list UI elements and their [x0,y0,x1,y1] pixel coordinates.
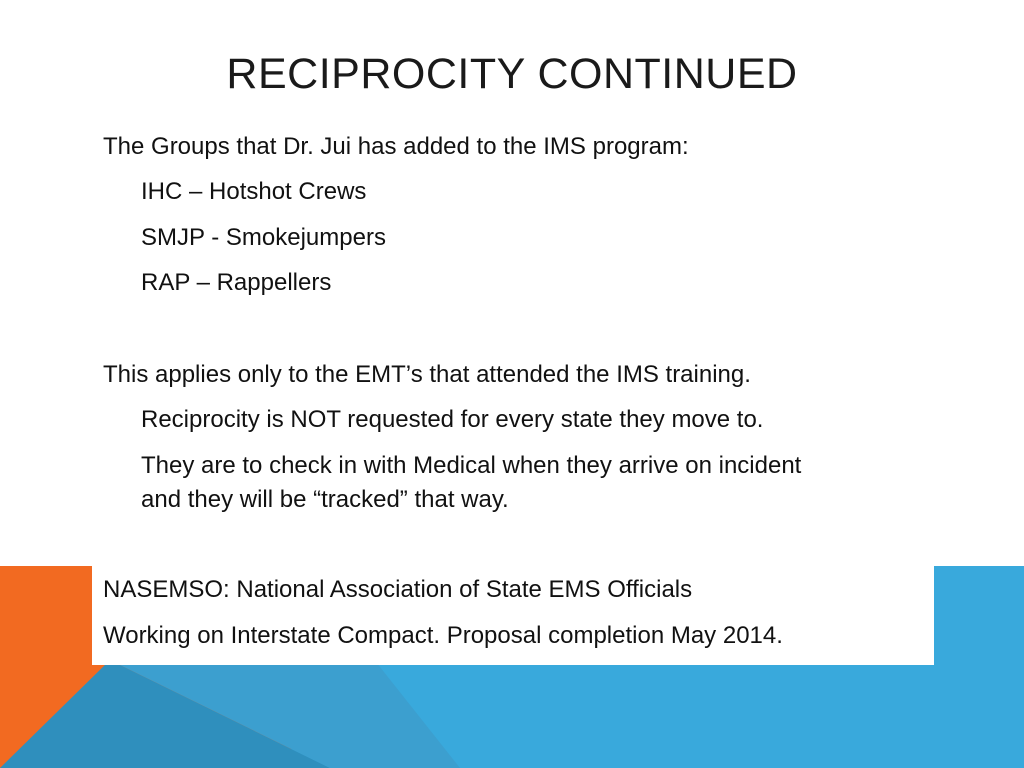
section2-heading: This applies only to the EMT’s that attended the IMS training. [103,361,751,388]
list-item: They are to check in with Medical when they arrive on incident [141,452,802,479]
list-item: RAP – Rappellers [141,269,332,296]
slide-title: RECIPROCITY CONTINUED [226,50,798,98]
list-item: IHC – Hotshot Crews [141,178,367,205]
compact-line: Working on Interstate Compact. Proposal completion May 2014. [103,622,783,649]
list-item-continuation: and they will be “tracked” that way. [141,486,509,513]
section1-heading: The Groups that Dr. Jui has added to the IMS program: [103,133,689,160]
list-item: SMJP - Smokejumpers [141,224,386,251]
list-item: Reciprocity is NOT requested for every state they move to. [141,406,764,433]
nasemso-line: NASEMSO: National Association of State EMS Officials [103,576,693,603]
